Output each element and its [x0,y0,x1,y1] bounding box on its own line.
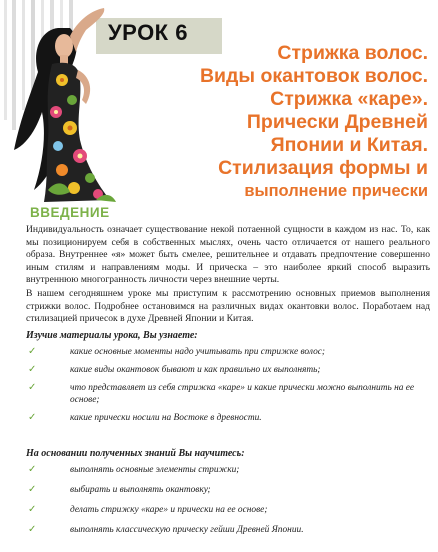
list-item-text: делать стрижку «каре» и прически на ее основе; [70,505,268,515]
section-heading: ВВЕДЕНИЕ [30,205,110,220]
list-item [26,346,430,358]
list-item-text: какие виды окантовок бывают и как правильно их выполнять; [70,365,321,375]
check-mark-icon: ✓ [28,504,37,515]
fashion-woman-illustration [0,0,200,205]
title-line-7: выполнение прически [244,182,428,200]
list-item [26,504,430,516]
list-item [26,464,430,476]
check-mark-icon: ✓ [28,382,37,393]
intro-paragraph-1: Индивидуальность означает существование некой потаенной сущности в каждом из нас. То, как мы позиционируем себя в собственных мыслях, очень часто отличается от нашего реального образа. Внутреннее «я» может быть смелее, решительнее и отдавать предпочтение совершенно иным стилям и направлениям моды. И прическа – это наиболее яркий способ выразить внутреннюю многогранность личности через внешние черты. [26,224,430,286]
intro-paragraph-2: В нашем сегодняшнем уроке мы приступим к рассмотрению основных приемов выполнения стрижки волос. Подробнее остановимся на различных видах окантовки волос. Поработаем над стилизацией причесок в духе Древней Японии и Китая. [26,288,430,325]
list-item [26,524,430,536]
learn-lead: Изучив материалы урока, Вы узнаете: [26,330,198,341]
list-item-text: выполнять основные элементы стрижки; [70,465,240,475]
list-item-text: что представляет из себя стрижка «каре» и какие прически можно выполнить на ее основе; [70,383,415,405]
title-line-3: Стрижка «каре». [270,88,428,110]
title-line-1: Стрижка волос. [277,42,428,64]
list-item-text: какие основные моменты надо учитывать при стрижке волос; [70,347,326,357]
lesson-number: УРОК 6 [108,20,188,45]
list-item [26,382,430,406]
skills-lead: На основании полученных знаний Вы научитесь: [26,448,245,459]
check-mark-icon: ✓ [28,364,37,375]
title-line-4: Прически Древней [246,111,428,133]
title-line-6: Стилизация формы и [218,157,428,179]
check-mark-icon: ✓ [28,412,37,423]
lesson-title [178,42,428,203]
list-item-text: выполнять классическую прическу гейши Древней Японии. [70,525,304,535]
list-item [26,484,430,496]
title-line-5: Японии и Китая. [270,134,428,156]
check-mark-icon: ✓ [28,346,37,357]
list-item-text: выбирать и выполнять окантовку; [70,485,211,495]
skills-list [26,464,430,536]
check-mark-icon: ✓ [28,464,37,475]
check-mark-icon: ✓ [28,484,37,495]
learn-list [26,346,430,424]
list-item [26,412,430,424]
list-item-text: какие прически носили на Востоке в древности. [70,413,262,423]
title-line-2: Виды окантовок волос. [199,65,428,87]
list-item [26,364,430,376]
check-mark-icon: ✓ [28,524,37,535]
